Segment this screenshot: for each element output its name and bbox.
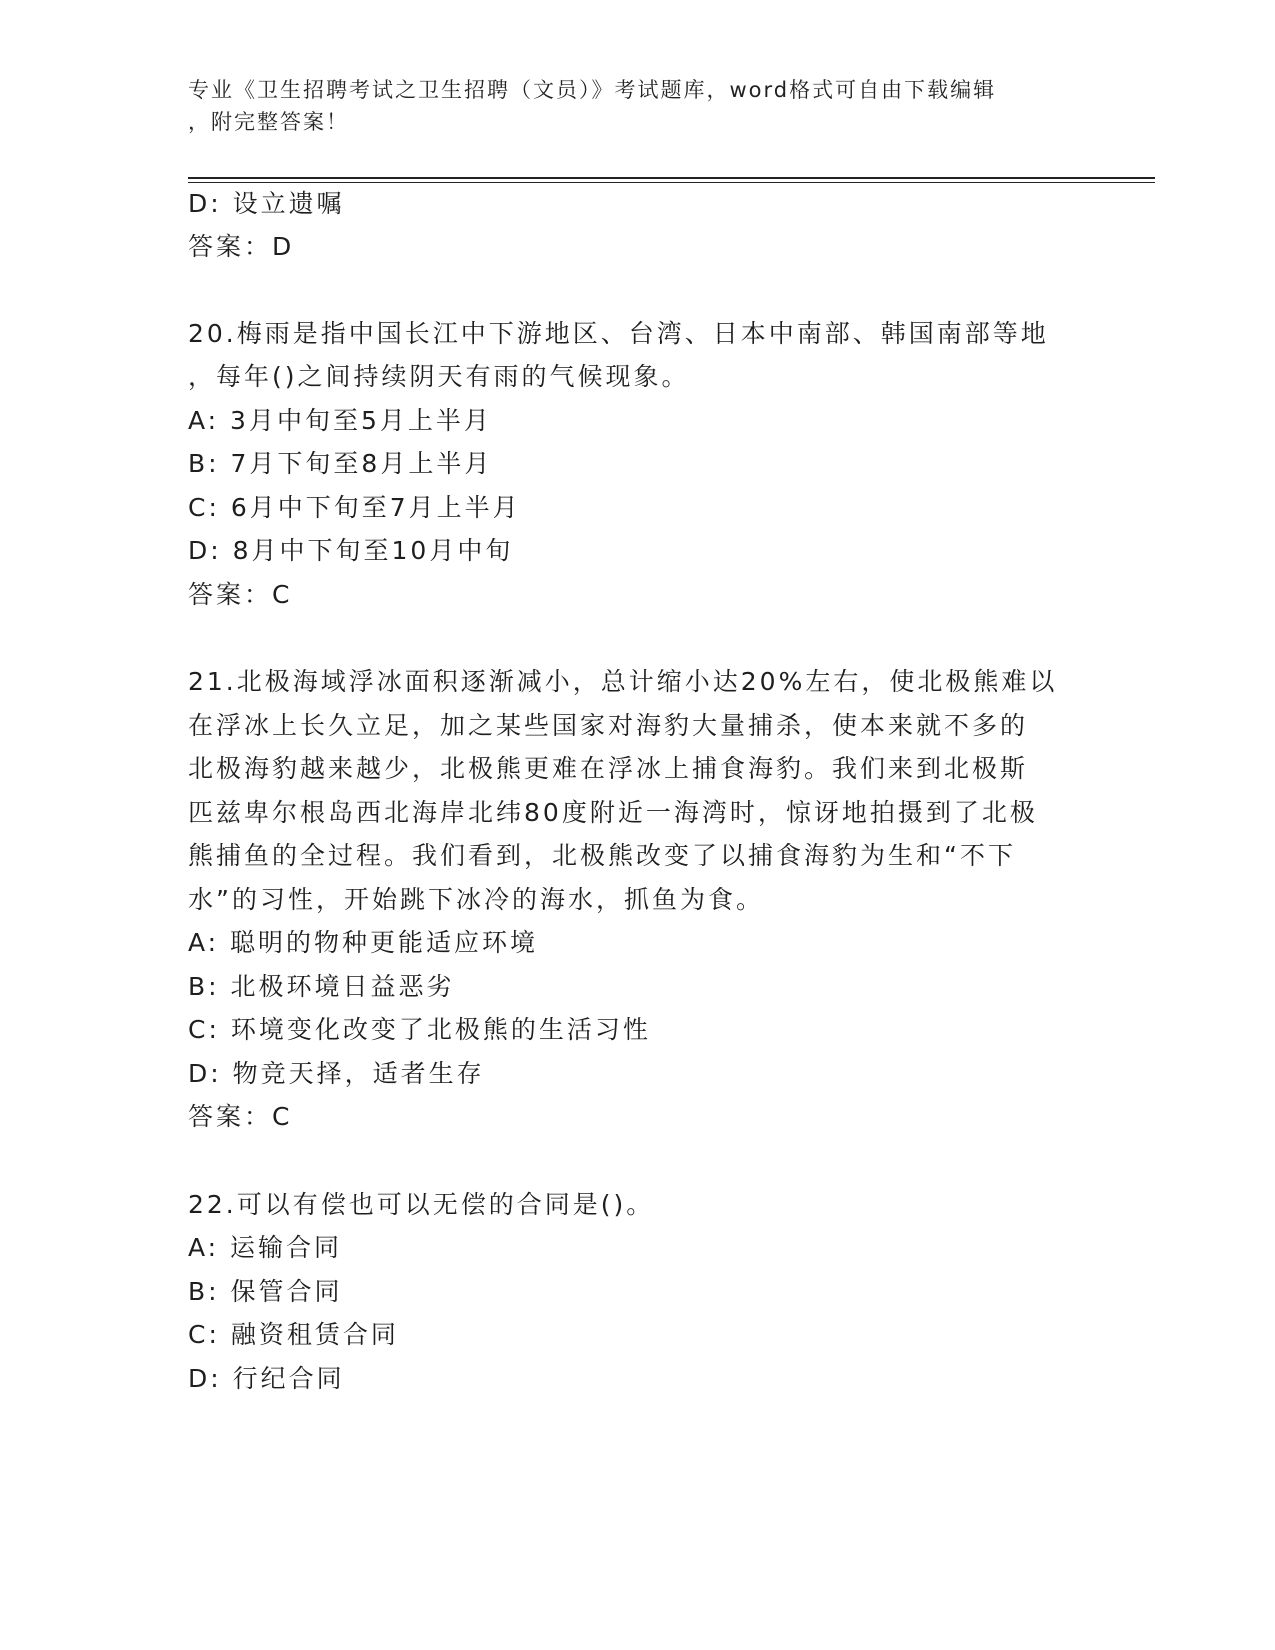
q22-option-d: D: 行纪合同 <box>188 1364 345 1393</box>
q21-option-b: B: 北极环境日益恶劣 <box>188 972 455 1001</box>
q21-stem-line-5: 熊捕鱼的全过程。我们看到，北极熊改变了以捕食海豹为生和“不下 <box>188 841 1016 870</box>
q20-stem-line-2: ，每年()之间持续阴天有雨的气候现象。 <box>188 362 690 391</box>
prev-answer: 答案：D <box>188 232 295 261</box>
q21-answer: 答案：C <box>188 1102 293 1131</box>
q21-stem-line-3: 北极海豹越来越少，北极熊更难在浮冰上捕食海豹。我们来到北极斯 <box>188 754 1029 783</box>
q21-stem-line-1: 21.北极海域浮冰面积逐渐减小，总计缩小达20%左右，使北极熊难以 <box>188 667 1058 696</box>
page-header <box>188 74 1078 138</box>
header-line-2: ，附完整答案！ <box>188 110 349 134</box>
q22-option-b: B: 保管合同 <box>188 1277 343 1306</box>
q21-stem-line-4: 匹兹卑尔根岛西北海岸北纬80度附近一海湾时，惊讶地拍摄到了北极 <box>188 798 1038 827</box>
q21-stem-line-6: 水”的习性，开始跳下冰冷的海水，抓鱼为食。 <box>188 885 764 914</box>
q21-option-c: C: 环境变化改变了北极熊的生活习性 <box>188 1015 651 1044</box>
q22-option-c: C: 融资租赁合同 <box>188 1320 399 1349</box>
q20-option-c: C: 6月中下旬至7月上半月 <box>188 493 521 522</box>
q20-answer: 答案：C <box>188 580 293 609</box>
q21-option-a: A: 聪明的物种更能适应环境 <box>188 928 539 957</box>
q21-stem-line-2: 在浮冰上长久立足，加之某些国家对海豹大量捕杀，使本来就不多的 <box>188 711 1029 740</box>
header-rule-thick <box>188 177 1155 179</box>
q20-option-b: B: 7月下旬至8月上半月 <box>188 449 493 478</box>
q22-option-a: A: 运输合同 <box>188 1233 343 1262</box>
q20-option-d: D: 8月中下旬至10月中旬 <box>188 536 514 565</box>
q21-option-d: D: 物竞天择，适者生存 <box>188 1059 485 1088</box>
q20-stem-line-1: 20.梅雨是指中国长江中下游地区、台湾、日本中南部、韩国南部等地 <box>188 319 1049 348</box>
header-line-1: 专业《卫生招聘考试之卫生招聘（文员）》考试题库，word格式可自由下载编辑 <box>188 78 997 102</box>
prev-option-d: D: 设立遗嘱 <box>188 189 345 218</box>
q22-stem-line-1: 22.可以有偿也可以无偿的合同是()。 <box>188 1190 655 1219</box>
q20-option-a: A: 3月中旬至5月上半月 <box>188 406 492 435</box>
